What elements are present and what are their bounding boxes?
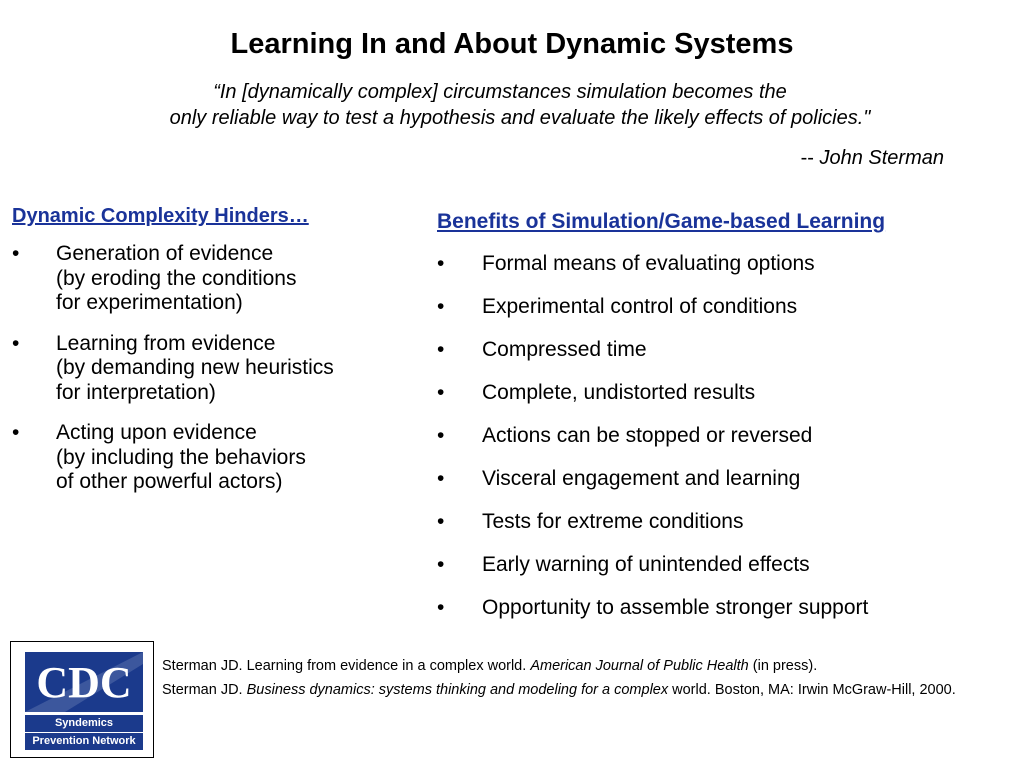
list-item-text: Experimental control of conditions — [482, 295, 798, 318]
list-item — [437, 594, 1007, 637]
list-item — [437, 336, 1007, 379]
list-item — [437, 422, 1007, 465]
logo-mark-text: CDC — [36, 658, 132, 707]
list-item-detail: of other powerful actors) — [56, 470, 283, 493]
bullet: • — [12, 242, 20, 265]
slide-title: Learning In and About Dynamic Systems — [230, 28, 794, 60]
list-item — [437, 250, 1007, 293]
list-item-detail: (by demanding new heuristics — [56, 356, 334, 379]
list-item — [12, 242, 412, 316]
list-item-text: Acting upon evidence — [56, 421, 257, 444]
left-column-heading: Dynamic Complexity Hinders… — [12, 205, 309, 227]
reference-text: (in press). — [748, 658, 818, 674]
left-column-list — [12, 242, 412, 511]
right-column-list — [437, 250, 1007, 637]
cdc-logo — [10, 641, 154, 758]
list-item — [437, 293, 1007, 336]
quote-line-1: “In [dynamically complex] circumstances simulation becomes the — [213, 81, 787, 103]
list-item-text: Compressed time — [482, 338, 647, 361]
list-item-text: Learning from evidence — [56, 331, 276, 355]
list-item-text: Opportunity to assemble stronger support — [482, 596, 869, 619]
bullet: • — [12, 331, 20, 355]
bullet: • — [437, 381, 445, 404]
reference-book-title: Business dynamics: systems thinking and modeling for a complex — [246, 682, 669, 698]
list-item-text: Formal means of evaluating options — [482, 252, 815, 275]
list-item-text: Generation of evidence — [56, 242, 274, 265]
bullet: • — [437, 467, 445, 490]
list-item — [437, 508, 1007, 551]
bullet: • — [437, 596, 445, 619]
reference-text: Sterman JD. — [162, 682, 247, 698]
bullet: • — [437, 553, 445, 576]
list-item-detail: (by eroding the conditions — [56, 266, 297, 290]
reference-item — [162, 681, 962, 699]
right-column-heading: Benefits of Simulation/Game-based Learning — [437, 210, 886, 233]
bullet: • — [437, 295, 445, 318]
reference-text: world. Boston, MA: Irwin McGraw-Hill, 2000. — [668, 682, 956, 698]
list-item — [437, 379, 1007, 422]
bullet: • — [437, 510, 445, 533]
reference-journal: American Journal of Public Health — [530, 658, 749, 674]
attribution-name: John Sterman — [819, 147, 944, 169]
list-item-text: Actions can be stopped or reversed — [482, 424, 813, 447]
list-item — [437, 465, 1007, 508]
reference-item — [162, 657, 962, 675]
list-item-detail: (by including the behaviors — [56, 445, 306, 469]
bullet: • — [437, 252, 445, 275]
quote-attribution — [801, 146, 944, 170]
references — [162, 657, 962, 705]
bullet: • — [12, 421, 20, 444]
list-item-text: Complete, undistorted results — [482, 381, 756, 404]
bullet: • — [437, 424, 445, 447]
list-item — [12, 332, 412, 406]
logo-band-prevention-network: Prevention Network — [25, 733, 143, 750]
reference-text: Sterman JD. Learning from evidence in a complex world. — [162, 658, 531, 674]
list-item-text: Early warning of unintended effects — [482, 553, 810, 576]
bullet: • — [437, 338, 445, 361]
cdc-logo-mark — [25, 652, 143, 712]
list-item — [437, 551, 1007, 594]
list-item — [12, 421, 412, 495]
quote-line-2: only reliable way to test a hypothesis and evaluate the likely effects of policies." — [169, 107, 871, 129]
logo-band-syndemics: Syndemics — [25, 715, 143, 732]
attribution-prefix: -- — [800, 147, 820, 169]
list-item-detail: for experimentation) — [56, 291, 243, 314]
list-item-text: Visceral engagement and learning — [482, 467, 801, 490]
list-item-text: Tests for extreme conditions — [482, 510, 744, 533]
list-item-detail: for interpretation) — [56, 380, 216, 404]
